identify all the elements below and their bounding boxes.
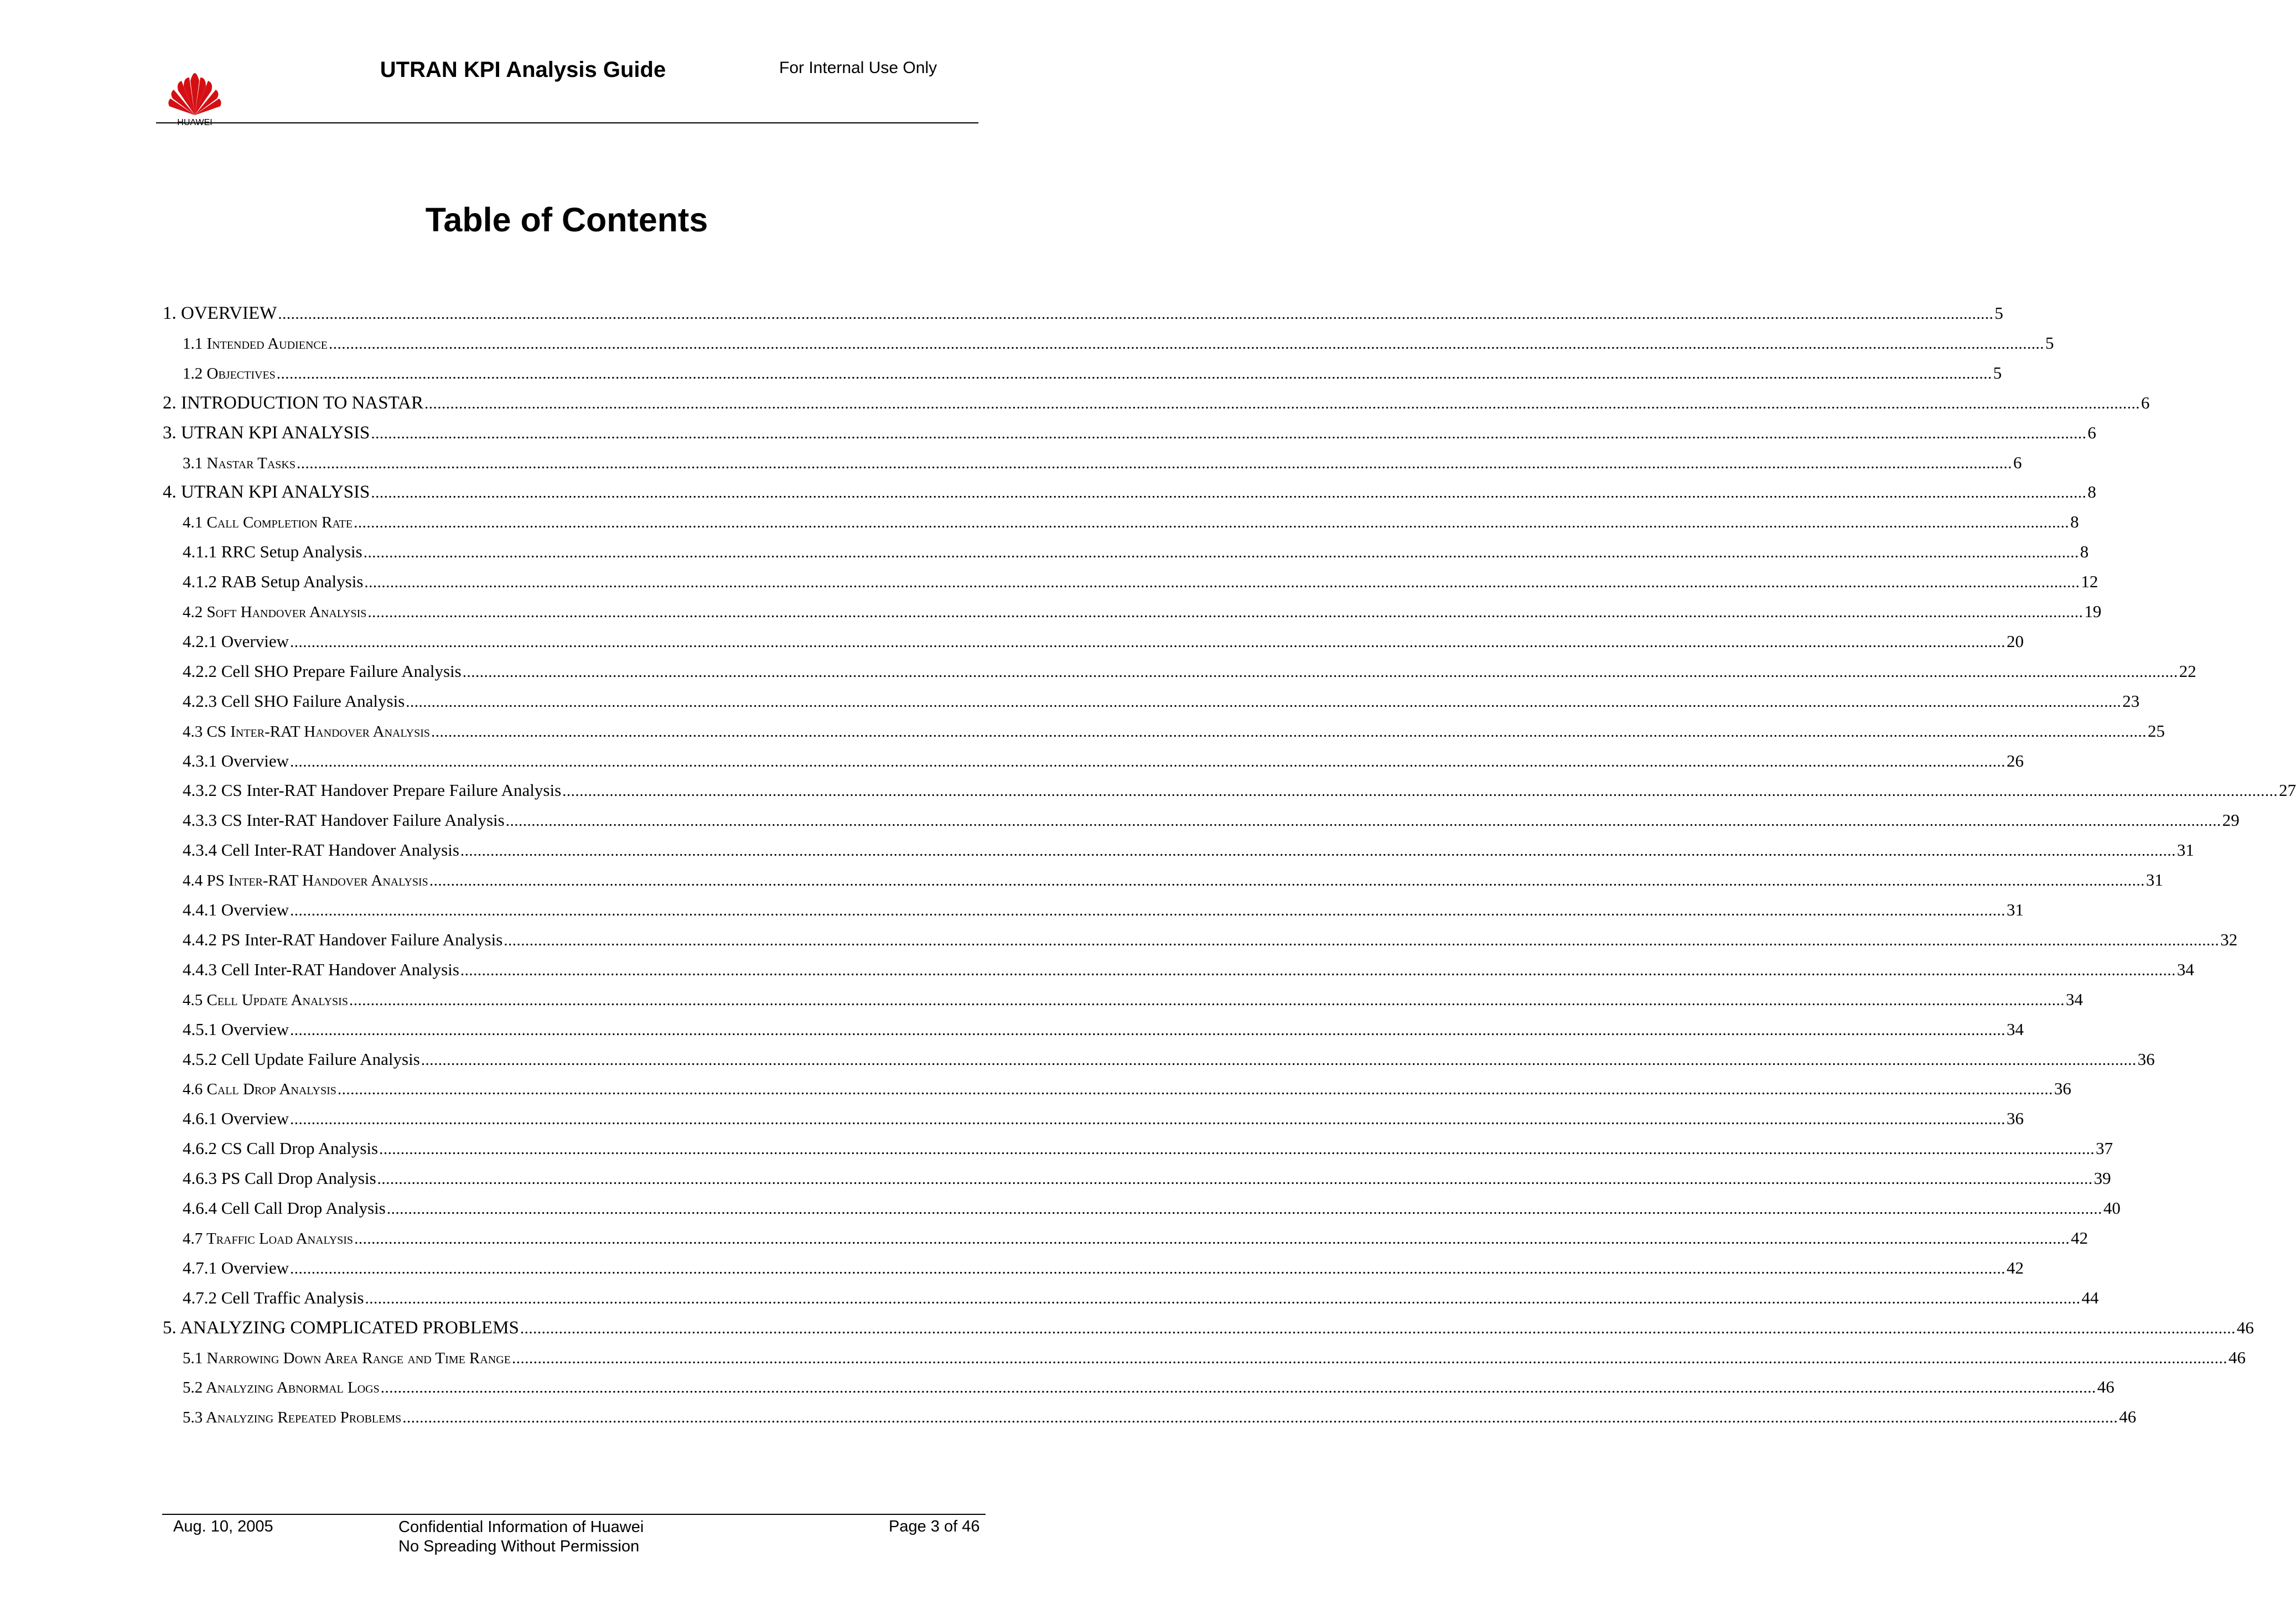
toc-entry-label: 4.2 Soft Handover Analysis xyxy=(183,603,367,621)
toc-entry[interactable] xyxy=(183,1015,2024,1044)
toc-dot-leader: ................................................................................................................................................................................................................................................................................................................................................................................................................ xyxy=(296,454,2012,472)
toc-dot-leader: ................................................................................................................................................................................................................................................................................................................................................................................................................ xyxy=(278,305,1994,323)
toc-dot-leader: ................................................................................................................................................................................................................................................................................................................................................................................................................ xyxy=(406,692,2122,711)
huawei-logo-icon xyxy=(156,64,234,125)
toc-entry[interactable] xyxy=(183,359,2002,387)
document-title: UTRAN KPI Analysis Guide xyxy=(380,58,666,82)
toc-entry[interactable] xyxy=(183,1074,2071,1103)
toc-entry-label: 4.5.1 Overview xyxy=(183,1019,289,1039)
toc-entry-page: 6 xyxy=(2013,452,2022,472)
toc-entry-page: 36 xyxy=(2137,1049,2155,1069)
toc-entry[interactable] xyxy=(163,299,2003,328)
toc-entry-label: 4.3.1 Overview xyxy=(183,751,289,770)
toc-entry-page: 42 xyxy=(2006,1258,2024,1277)
toc-entry-label: 1.2 Objectives xyxy=(183,364,276,382)
footer-confidential-line2: No Spreading Without Permission xyxy=(398,1538,640,1555)
toc-entry-label: 4.2.3 Cell SHO Failure Analysis xyxy=(183,691,405,711)
toc-dot-leader: ................................................................................................................................................................................................................................................................................................................................................................................................................ xyxy=(429,872,2145,890)
toc-entry-page: 5 xyxy=(1993,363,2002,382)
toc-entry-label: 4.1 Call Completion Rate xyxy=(183,514,353,532)
toc-dot-leader: ................................................................................................................................................................................................................................................................................................................................................................................................................ xyxy=(424,394,2140,412)
toc-dot-leader: ................................................................................................................................................................................................................................................................................................................................................................................................................ xyxy=(289,1021,2005,1039)
toc-entry[interactable] xyxy=(183,687,2140,716)
toc-entry[interactable] xyxy=(183,537,2089,566)
toc-entry-page: 6 xyxy=(2087,422,2096,442)
toc-dot-leader: ................................................................................................................................................................................................................................................................................................................................................................................................................ xyxy=(367,603,2083,621)
toc-dot-leader: ................................................................................................................................................................................................................................................................................................................................................................................................................ xyxy=(562,782,2278,800)
toc-entry[interactable] xyxy=(183,806,2240,835)
toc-dot-leader: ................................................................................................................................................................................................................................................................................................................................................................................................................ xyxy=(371,424,2087,442)
toc-entry[interactable] xyxy=(183,985,2083,1014)
toc-entry-page: 46 xyxy=(2236,1317,2254,1337)
toc-dot-leader: ................................................................................................................................................................................................................................................................................................................................................................................................................ xyxy=(276,364,1992,382)
toc-entry[interactable] xyxy=(163,389,2150,417)
toc-entry-page: 31 xyxy=(2176,840,2194,860)
toc-entry[interactable] xyxy=(183,657,2196,686)
toc-entry-label: 3. UTRAN KPI ANALYSIS xyxy=(163,422,370,443)
toc-entry-page: 31 xyxy=(2006,900,2024,919)
toc-dot-leader: ................................................................................................................................................................................................................................................................................................................................................................................................................ xyxy=(520,1319,2236,1337)
toc-entry[interactable] xyxy=(183,448,2022,477)
toc-dot-leader: ................................................................................................................................................................................................................................................................................................................................................................................................................ xyxy=(354,514,2070,532)
toc-entry-label: 4.3.2 CS Inter-RAT Handover Prepare Failure Analysis xyxy=(183,780,562,800)
toc-entry-page: 44 xyxy=(2081,1287,2099,1307)
toc-entry-page: 46 xyxy=(2119,1407,2137,1427)
toc-entry-page: 37 xyxy=(2096,1139,2113,1158)
toc-entry-label: 5.3 Analyzing Repeated Problems xyxy=(183,1409,402,1427)
toc-entry[interactable] xyxy=(183,717,2165,746)
toc-entry-page: 34 xyxy=(2176,959,2194,979)
toc-entry-label: 1. OVERVIEW xyxy=(163,303,277,323)
toc-entry-page: 27 xyxy=(2279,780,2296,800)
footer-confidential-line1: Confidential Information of Huawei xyxy=(398,1518,644,1536)
toc-dot-leader: ................................................................................................................................................................................................................................................................................................................................................................................................................ xyxy=(402,1409,2118,1427)
toc-dot-leader: ................................................................................................................................................................................................................................................................................................................................................................................................................ xyxy=(386,1200,2102,1218)
toc-entry-label: 4.4.3 Cell Inter-RAT Handover Analysis xyxy=(183,959,459,979)
toc-entry[interactable] xyxy=(183,955,2194,984)
toc-dot-leader: ................................................................................................................................................................................................................................................................................................................................................................................................................ xyxy=(289,1259,2005,1277)
toc-entry-page: 6 xyxy=(2140,392,2150,412)
toc-entry-label: 4.6.1 Overview xyxy=(183,1109,289,1129)
toc-dot-leader: ................................................................................................................................................................................................................................................................................................................................................................................................................ xyxy=(421,1051,2137,1069)
toc-entry-label: 4.2.2 Cell SHO Prepare Failure Analysis xyxy=(183,661,462,681)
toc-entry[interactable] xyxy=(183,776,2296,805)
toc-entry-page: 29 xyxy=(2222,810,2240,830)
toc-entry-page: 26 xyxy=(2006,751,2024,770)
toc-entry-label: 4.1.2 RAB Setup Analysis xyxy=(183,572,364,592)
toc-entry[interactable] xyxy=(183,1194,2121,1223)
toc-entry[interactable] xyxy=(183,1104,2024,1133)
toc-entry-page: 22 xyxy=(2179,661,2196,681)
toc-dot-leader: ................................................................................................................................................................................................................................................................................................................................................................................................................ xyxy=(504,931,2220,949)
toc-entry-label: 4.2.1 Overview xyxy=(183,631,289,651)
toc-heading: Table of Contents xyxy=(425,201,708,239)
toc-dot-leader: ................................................................................................................................................................................................................................................................................................................................................................................................................ xyxy=(289,752,2005,770)
toc-entry-label: 4. UTRAN KPI ANALYSIS xyxy=(163,482,370,503)
footer-page-number: Page 3 of 46 xyxy=(889,1518,980,1535)
toc-entry[interactable] xyxy=(183,925,2238,954)
toc-dot-leader: ................................................................................................................................................................................................................................................................................................................................................................................................................ xyxy=(377,1170,2093,1188)
toc-entry-label: 4.4.1 Overview xyxy=(183,900,289,919)
toc-entry[interactable] xyxy=(163,1313,2254,1342)
toc-entry-label: 4.4.2 PS Inter-RAT Handover Failure Analysis xyxy=(183,929,503,949)
toc-entry-label: 4.3 CS Inter-RAT Handover Analysis xyxy=(183,722,431,741)
toc-entry-label: 4.6.4 Cell Call Drop Analysis xyxy=(183,1198,386,1218)
toc-dot-leader: ................................................................................................................................................................................................................................................................................................................................................................................................................ xyxy=(380,1379,2096,1397)
toc-dot-leader: ................................................................................................................................................................................................................................................................................................................................................................................................................ xyxy=(289,1110,2005,1129)
toc-entry[interactable] xyxy=(183,1254,2024,1282)
toc-entry-label: 5. ANALYZING COMPLICATED PROBLEMS xyxy=(163,1317,519,1338)
toc-entry-page: 46 xyxy=(2228,1347,2246,1367)
toc-entry-page: 42 xyxy=(2071,1228,2088,1248)
toc-dot-leader: ................................................................................................................................................................................................................................................................................................................................................................................................................ xyxy=(328,334,2044,353)
header-divider xyxy=(157,122,978,123)
toc-dot-leader: ................................................................................................................................................................................................................................................................................................................................................................................................................ xyxy=(365,1289,2081,1307)
toc-entry-page: 34 xyxy=(2065,989,2083,1009)
toc-entry[interactable] xyxy=(183,1403,2137,1431)
toc-entry-label: 4.5 Cell Update Analysis xyxy=(183,991,348,1009)
toc-entry-page: 8 xyxy=(2080,542,2089,562)
toc-entry-label: 4.6.3 PS Call Drop Analysis xyxy=(183,1168,376,1188)
toc-entry-page: 5 xyxy=(2045,333,2054,353)
toc-entry-page: 8 xyxy=(2087,482,2096,502)
toc-entry[interactable] xyxy=(183,1373,2114,1401)
classification-label: For Internal Use Only xyxy=(779,59,937,77)
toc-dot-leader: ................................................................................................................................................................................................................................................................................................................................................................................................................ xyxy=(460,842,2176,860)
toc-entry-page: 20 xyxy=(2006,631,2024,651)
toc-entry-label: 4.7.1 Overview xyxy=(183,1258,289,1277)
toc-entry[interactable] xyxy=(183,329,2054,358)
toc-entry[interactable] xyxy=(183,567,2098,596)
toc-entry-label: 4.3.3 CS Inter-RAT Handover Failure Analysis xyxy=(183,810,505,830)
toc-dot-leader: ................................................................................................................................................................................................................................................................................................................................................................................................................ xyxy=(379,1140,2095,1158)
toc-entry[interactable] xyxy=(163,418,2096,447)
toc-entry[interactable] xyxy=(183,866,2163,894)
toc-entry[interactable] xyxy=(183,1164,2111,1193)
toc-entry-label: 3.1 Nastar Tasks xyxy=(183,454,296,472)
toc-entry-page: 8 xyxy=(2070,512,2079,532)
toc-entry-label: 4.6 Call Drop Analysis xyxy=(183,1080,336,1099)
toc-entry-label: 4.7.2 Cell Traffic Analysis xyxy=(183,1287,364,1307)
toc-dot-leader: ................................................................................................................................................................................................................................................................................................................................................................................................................ xyxy=(364,573,2080,592)
toc-entry[interactable] xyxy=(183,1045,2155,1074)
toc-entry-label: 5.2 Analyzing Abnormal Logs xyxy=(183,1379,380,1397)
toc-dot-leader: ................................................................................................................................................................................................................................................................................................................................................................................................................ xyxy=(289,902,2005,919)
toc-entry-page: 23 xyxy=(2122,691,2140,711)
toc-entry[interactable] xyxy=(183,597,2102,626)
toc-entry-label: 1.1 Intended Audience xyxy=(183,334,328,353)
footer-date: Aug. 10, 2005 xyxy=(173,1518,273,1535)
page-header xyxy=(0,0,1133,133)
toc-entry-page: 34 xyxy=(2006,1019,2024,1039)
toc-dot-leader: ................................................................................................................................................................................................................................................................................................................................................................................................................ xyxy=(460,961,2176,979)
toc-entry[interactable] xyxy=(183,1134,2113,1163)
toc-entry[interactable] xyxy=(183,1284,2099,1312)
toc-entry-page: 19 xyxy=(2084,602,2102,621)
toc-entry[interactable] xyxy=(183,1224,2088,1253)
toc-dot-leader: ................................................................................................................................................................................................................................................................................................................................................................................................................ xyxy=(289,633,2005,651)
toc-entry-page: 46 xyxy=(2097,1377,2114,1397)
toc-entry-page: 25 xyxy=(2148,721,2165,741)
footer-divider xyxy=(162,1514,986,1515)
toc-entry-label: 4.4 PS Inter-RAT Handover Analysis xyxy=(183,872,428,890)
toc-entry-page: 5 xyxy=(1994,303,2003,323)
svg-text:HUAWEI: HUAWEI xyxy=(177,118,213,127)
toc-entry-page: 31 xyxy=(2145,870,2163,890)
toc-entry-page: 32 xyxy=(2220,929,2238,949)
toc-dot-leader: ................................................................................................................................................................................................................................................................................................................................................................................................................ xyxy=(431,722,2147,741)
toc-entry-label: 2. INTRODUCTION TO NASTAR xyxy=(163,392,423,413)
toc-entry-page: 36 xyxy=(2054,1079,2071,1099)
huawei-logo xyxy=(156,64,234,125)
toc-entry-page: 36 xyxy=(2006,1109,2024,1129)
toc-entry[interactable] xyxy=(183,896,2024,924)
toc-entry[interactable] xyxy=(183,508,2079,536)
toc-dot-leader: ................................................................................................................................................................................................................................................................................................................................................................................................................ xyxy=(354,1229,2070,1248)
toc-dot-leader: ................................................................................................................................................................................................................................................................................................................................................................................................................ xyxy=(462,663,2178,681)
toc-entry[interactable] xyxy=(183,1343,2246,1372)
toc-dot-leader: ................................................................................................................................................................................................................................................................................................................................................................................................................ xyxy=(363,544,2079,562)
toc-dot-leader: ................................................................................................................................................................................................................................................................................................................................................................................................................ xyxy=(511,1349,2227,1367)
toc-entry[interactable] xyxy=(183,627,2024,656)
toc-dot-leader: ................................................................................................................................................................................................................................................................................................................................................................................................................ xyxy=(337,1080,2053,1099)
toc-entry[interactable] xyxy=(183,836,2194,865)
toc-entry-label: 4.3.4 Cell Inter-RAT Handover Analysis xyxy=(183,840,459,860)
toc-entry-label: 5.1 Narrowing Down Area Range and Time Range xyxy=(183,1349,511,1367)
toc-entry-label: 4.7 Traffic Load Analysis xyxy=(183,1229,354,1248)
toc-entry-page: 40 xyxy=(2103,1198,2121,1218)
toc-entry[interactable] xyxy=(163,478,2096,506)
footer-confidential xyxy=(398,1518,708,1556)
toc-entry-page: 12 xyxy=(2081,572,2098,592)
toc-entry-label: 4.5.2 Cell Update Failure Analysis xyxy=(183,1049,420,1069)
toc-dot-leader: ................................................................................................................................................................................................................................................................................................................................................................................................................ xyxy=(349,991,2065,1009)
toc-entry-label: 4.1.1 RRC Setup Analysis xyxy=(183,542,362,562)
toc-dot-leader: ................................................................................................................................................................................................................................................................................................................................................................................................................ xyxy=(505,812,2221,830)
toc-entry-label: 4.6.2 CS Call Drop Analysis xyxy=(183,1139,379,1158)
toc-dot-leader: ................................................................................................................................................................................................................................................................................................................................................................................................................ xyxy=(371,484,2087,502)
toc-entry-page: 39 xyxy=(2093,1168,2111,1188)
toc-entry[interactable] xyxy=(183,747,2024,775)
